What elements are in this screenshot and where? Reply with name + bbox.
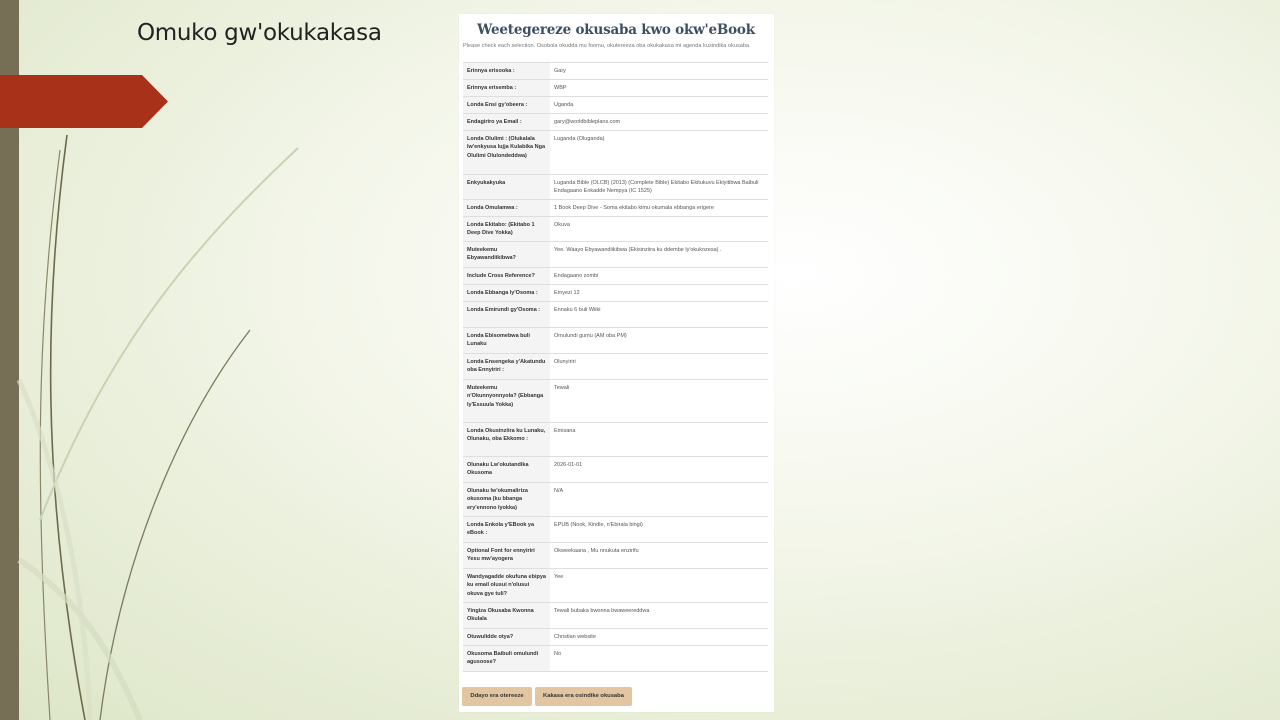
row-value: 2026-01-01 <box>550 457 768 483</box>
row-value: Christian website <box>550 629 768 646</box>
row-value: Yee. Waayo Ebyawandiikibwa (Ekisinziira ku ddembe ly'okukozesa) . <box>550 242 768 268</box>
row-label: Enkyukakyuka <box>463 175 550 200</box>
row-label: Londa Okusinziira ku Lunaku, Olunaku, oba Ekkomo : <box>463 423 550 457</box>
row-label: Londa Ensi gy'obeera : <box>463 97 550 114</box>
row-label: Olunaku Lw'okutandika Okusoma <box>463 457 550 483</box>
row-value: N/A <box>550 483 768 517</box>
table-row <box>463 354 768 380</box>
row-value: Olunyiriri <box>550 354 768 380</box>
table-row <box>463 457 768 483</box>
row-label: Londa Ebbanga ly'Osoma : <box>463 285 550 302</box>
table-row <box>463 131 768 175</box>
row-label: Londa Omulamwa : <box>463 200 550 217</box>
row-label: Londa Ebisomebwa buli Lunaku <box>463 328 550 354</box>
row-value: Okweekaana , Mu nnukuta enzirifu <box>550 543 768 569</box>
table-row <box>463 603 768 629</box>
row-label: Muteekemu n'Okunnyonnyola? (Ebbanga ly'Essuula Yokka) <box>463 380 550 423</box>
review-table <box>463 62 768 672</box>
table-row <box>463 80 768 97</box>
table-row <box>463 543 768 569</box>
row-value: No <box>550 646 768 672</box>
row-label: Londa Emirundi gy'Osoma : <box>463 302 550 328</box>
slide-title: Omuko gw'okukakasa <box>137 20 382 46</box>
table-row <box>463 380 768 423</box>
row-label: Wandyagadde okufuna ebipya ku email olusui n'olusui okuva gye tuli? <box>463 569 550 603</box>
row-value: Emisana <box>550 423 768 457</box>
confirm-submit-button[interactable]: Kakasa era osindike okusaba <box>535 687 632 706</box>
row-label: Muteekemu Ebyawandiikibwa? <box>463 242 550 268</box>
table-row <box>463 200 768 217</box>
row-label: Optional Font for ennyiriri Yesu mw'ayogera <box>463 543 550 569</box>
form-intro-text: Please check each selection. Osobola okudda mu foomu, okutereeza oba okukakasa mi agenda kusindika okusaba. <box>463 43 751 49</box>
table-row <box>463 268 768 285</box>
form-heading: Weetegereze okusaba kwo okw'eBook <box>477 22 755 38</box>
row-label: Londa Olulimi : (Olukalala lw'enkyusa lujja Kulabika Nga Olulimi Olulondeddwa) <box>463 131 550 175</box>
back-edit-button[interactable]: Ddayo era otereeze <box>462 687 532 706</box>
table-row <box>463 285 768 302</box>
table-row <box>463 646 768 672</box>
table-row <box>463 114 768 131</box>
table-row <box>463 629 768 646</box>
row-value: 1 Book Deep Dive - Soma ekitabo kimu okumala ebbanga erigere <box>550 200 768 217</box>
row-label: Erinnya erisemba : <box>463 80 550 97</box>
row-value: Emyezi 12 <box>550 285 768 302</box>
row-value: Gary <box>550 63 768 80</box>
row-label: Include Cross Reference? <box>463 268 550 285</box>
row-value: Ennaku 6 buli Wiiki <box>550 302 768 328</box>
row-value: WBP <box>550 80 768 97</box>
row-label: Londa Enkola y'EBook ya eBook : <box>463 517 550 543</box>
table-row <box>463 517 768 543</box>
row-value: Luganda (Oluganda) <box>550 131 768 175</box>
row-value: Luganda Bible (OLCB) (2013) (Complete Bible) Ekitabo Ekitukuvu Ekiyitibwa Baibuli Endagaano Enkadde Nempya (IC 1525) <box>550 175 768 200</box>
row-value: Omulundi gumu (AM oba PM) <box>550 328 768 354</box>
row-value: Okuva <box>550 217 768 242</box>
row-value: gary@worldbibleplans.com <box>550 114 768 131</box>
table-row <box>463 217 768 242</box>
row-label: Otuwulidde otya? <box>463 629 550 646</box>
table-row <box>463 483 768 517</box>
table-row <box>463 242 768 268</box>
table-row <box>463 175 768 200</box>
table-row <box>463 63 768 80</box>
table-row <box>463 302 768 328</box>
row-value: Tewali bubaka bwonna bwaweereddwa <box>550 603 768 629</box>
table-row <box>463 569 768 603</box>
row-label: Londa Ekitabo: (Ekitabo 1 Deep Dive Yokka) <box>463 217 550 242</box>
row-value: Yee <box>550 569 768 603</box>
table-row <box>463 328 768 354</box>
row-value: Uganda <box>550 97 768 114</box>
row-label: Londa Ensengeka y'Akatundu oba Ennyiriri : <box>463 354 550 380</box>
form-screenshot-panel <box>459 14 774 712</box>
table-row <box>463 97 768 114</box>
row-value: Endagaano zombi <box>550 268 768 285</box>
table-row <box>463 423 768 457</box>
row-value: Tewali <box>550 380 768 423</box>
row-label: Okusoma Baibuli omulundi agusoose? <box>463 646 550 672</box>
row-label: Yingiza Okusaba Kwonna Okulala <box>463 603 550 629</box>
row-value: EPUB (Nook, Kindle, n'Ebirala bingi) <box>550 517 768 543</box>
row-label: Endagiriro ya Email : <box>463 114 550 131</box>
row-label: Olunaku lw'okumaliriza okusoma (ku bbanga ery'ennono lyokka) <box>463 483 550 517</box>
row-label: Erinnya erisooka : <box>463 63 550 80</box>
red-arrow-shape <box>0 75 168 128</box>
